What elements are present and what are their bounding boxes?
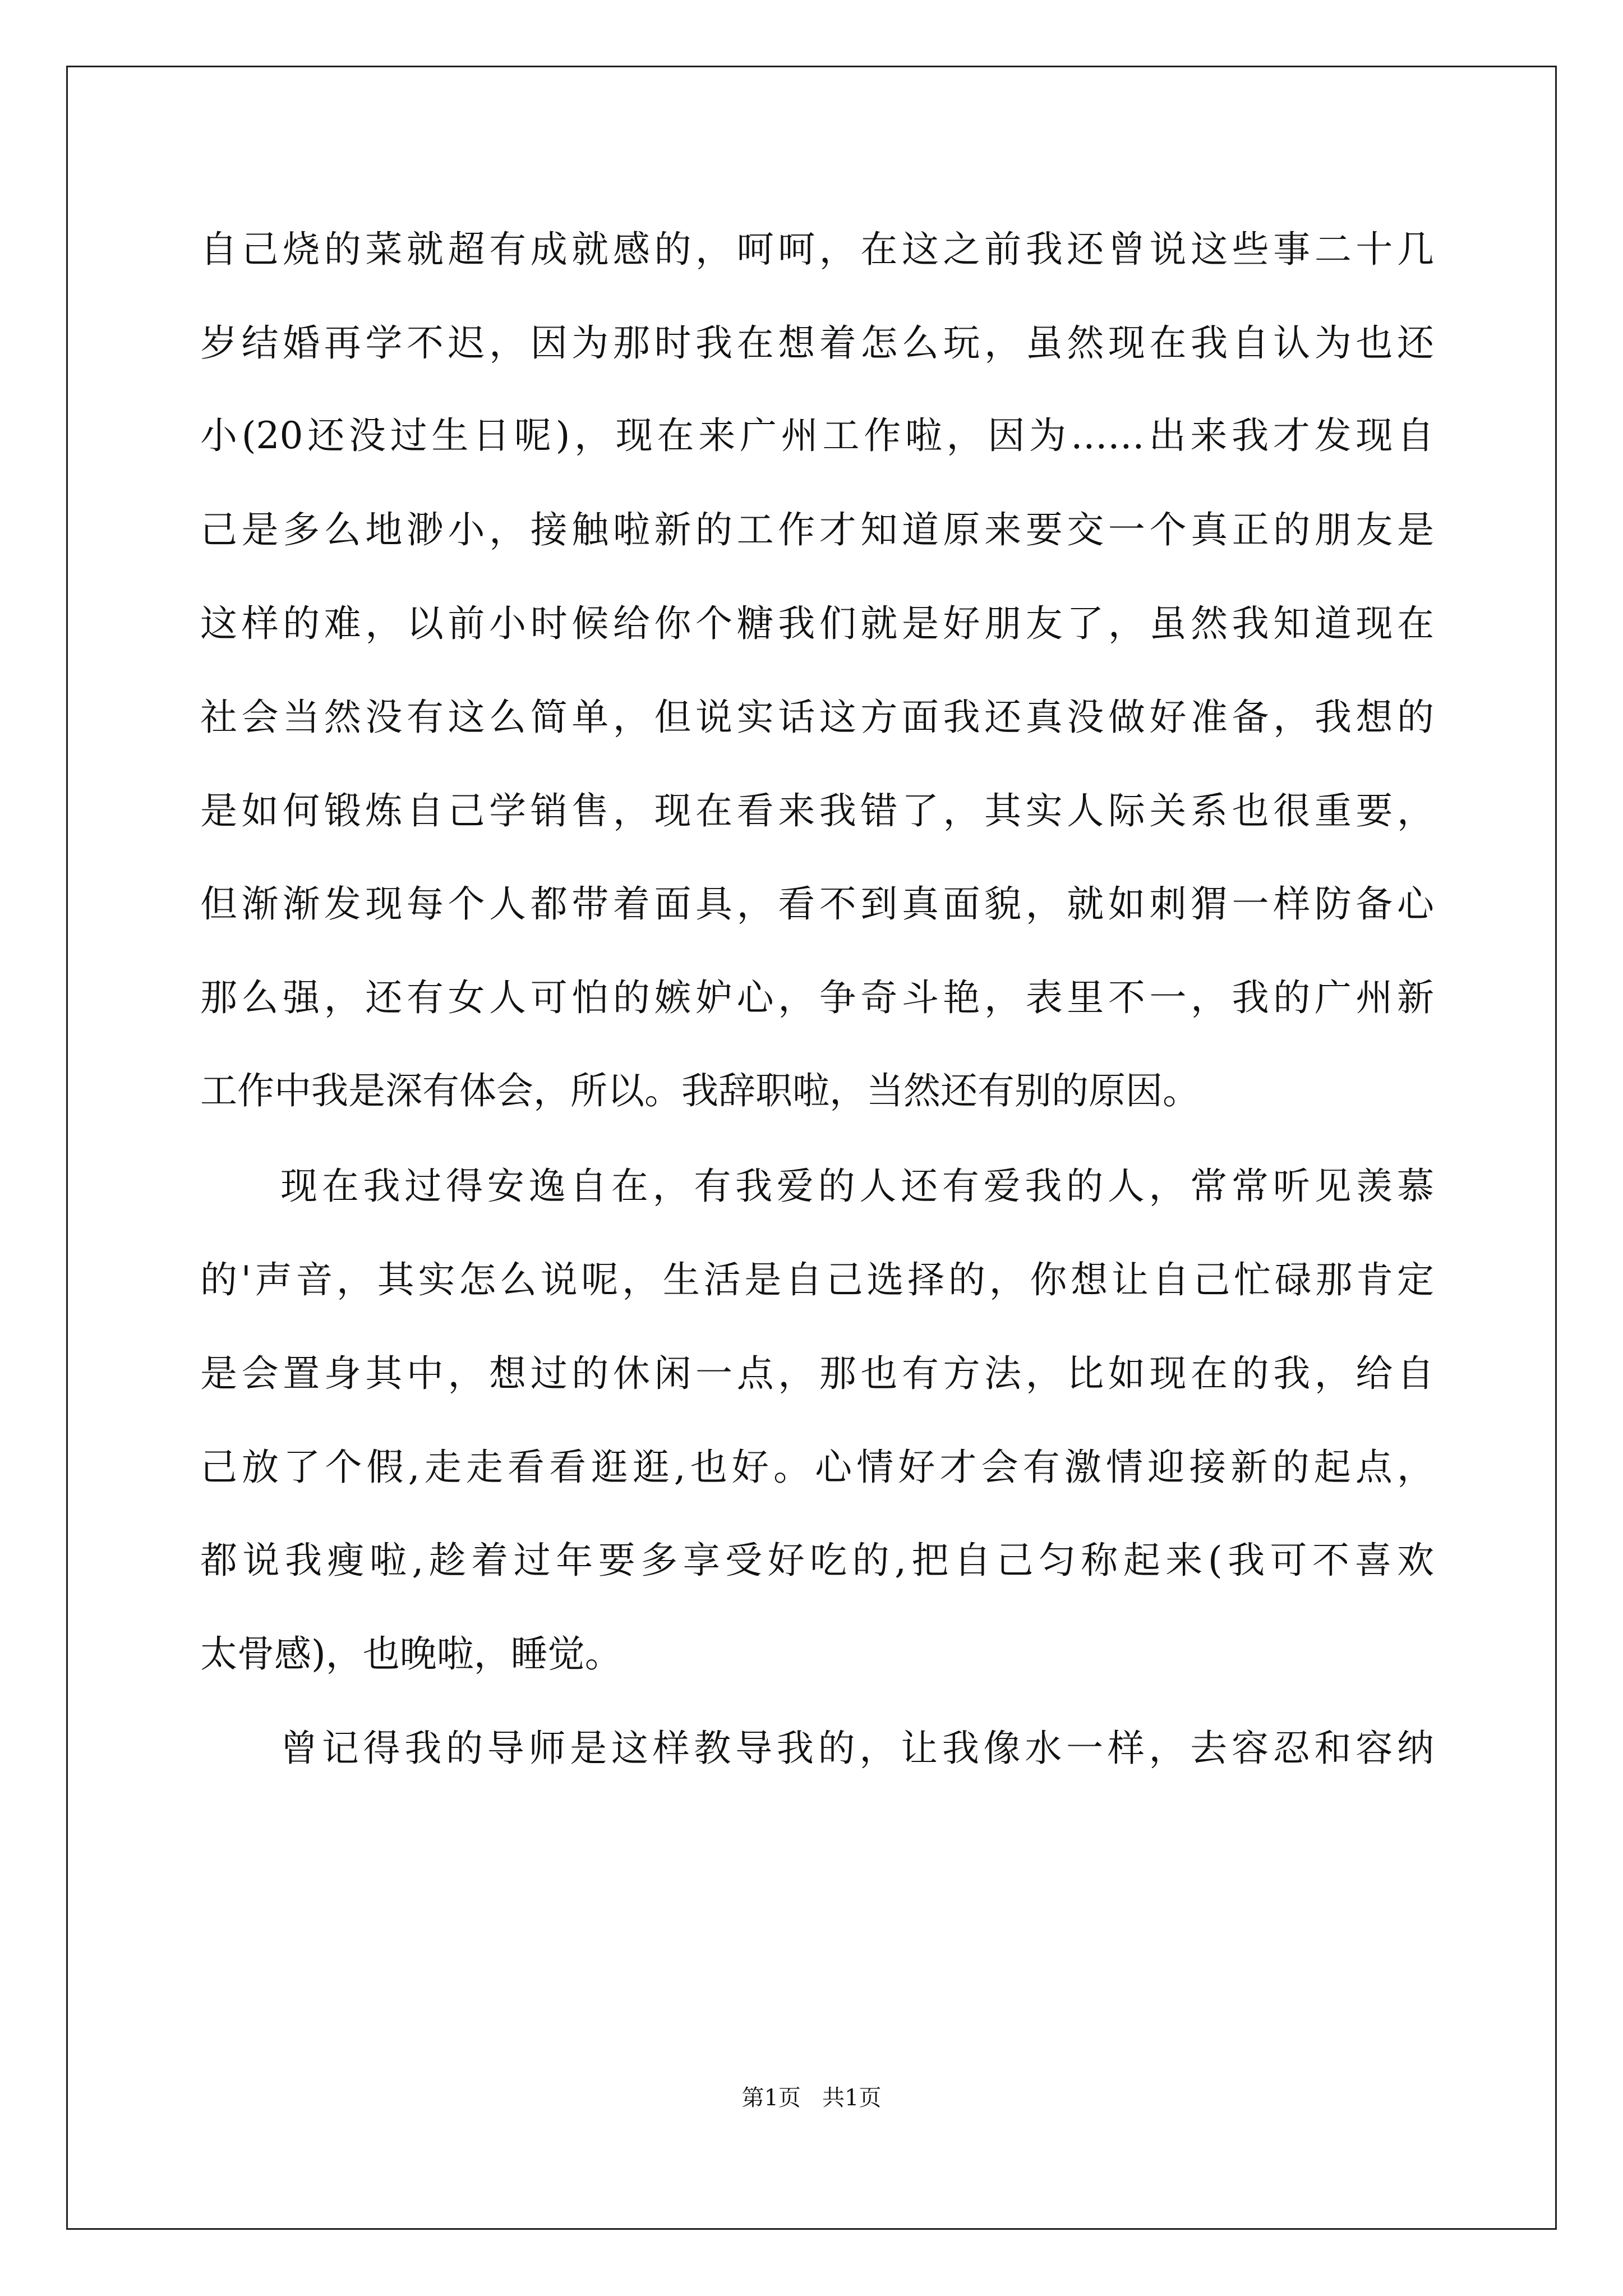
paragraph-1-line-7: 是如何锻炼自己学销售，现在看来我错了，其实人际关系也很重要， bbox=[200, 789, 1434, 832]
paragraph-1-line-1: 自己烧的菜就超有成就感的，呵呵，在这之前我还曾说这些事二十几 bbox=[200, 228, 1434, 271]
paragraph-2-line-3: 是会置身其中，想过的休闲一点，那也有方法，比如现在的我，给自 bbox=[200, 1352, 1434, 1395]
paragraph-1-line-10: 工作中我是深有体会，所以。我辞职啦，当然还有别的原因。 bbox=[200, 1069, 1200, 1112]
paragraph-1-line-5: 这样的难，以前小时候给你个糖我们就是好朋友了，虽然我知道现在 bbox=[200, 602, 1434, 645]
paragraph-2-line-5: 都说我瘦啦,趁着过年要多享受好吃的,把自己匀称起来(我可不喜欢 bbox=[200, 1539, 1434, 1582]
paragraph-1-line-3: 小(20还没过生日呢)，现在来广州工作啦，因为……出来我才发现自 bbox=[200, 414, 1434, 457]
paragraph-1-line-8: 但渐渐发现每个人都带着面具，看不到真面貌，就如刺猬一样防备心 bbox=[200, 882, 1434, 926]
paragraph-3-line-1: 曾记得我的导师是这样教导我的，让我像水一样，去容忍和容纳 bbox=[280, 1727, 1434, 1770]
paragraph-2-line-1: 现在我过得安逸自在，有我爱的人还有爱我的人，常常听见羡慕 bbox=[280, 1165, 1434, 1208]
paragraph-2-line-2: 的'声音，其实怎么说呢，生活是自己选择的，你想让自己忙碌那肯定 bbox=[200, 1258, 1434, 1301]
page-number-footer: 第1页 共1页 bbox=[741, 2085, 882, 2111]
paragraph-2-line-6: 太骨感)，也晚啦，睡觉。 bbox=[200, 1632, 622, 1676]
paragraph-1-line-4: 己是多么地渺小，接触啦新的工作才知道原来要交一个真正的朋友是 bbox=[200, 508, 1434, 551]
paragraph-2-line-4: 己放了个假,走走看看逛逛,也好。心情好才会有激情迎接新的起点， bbox=[200, 1446, 1434, 1489]
paragraph-1-line-6: 社会当然没有这么简单，但说实话这方面我还真没做好准备，我想的 bbox=[200, 696, 1434, 739]
paragraph-1-line-9: 那么强，还有女人可怕的嫉妒心，争奇斗艳，表里不一，我的广州新 bbox=[200, 976, 1434, 1019]
page-border bbox=[66, 66, 1557, 2230]
paragraph-1-line-2: 岁结婚再学不迟，因为那时我在想着怎么玩，虽然现在我自认为也还 bbox=[200, 321, 1434, 365]
